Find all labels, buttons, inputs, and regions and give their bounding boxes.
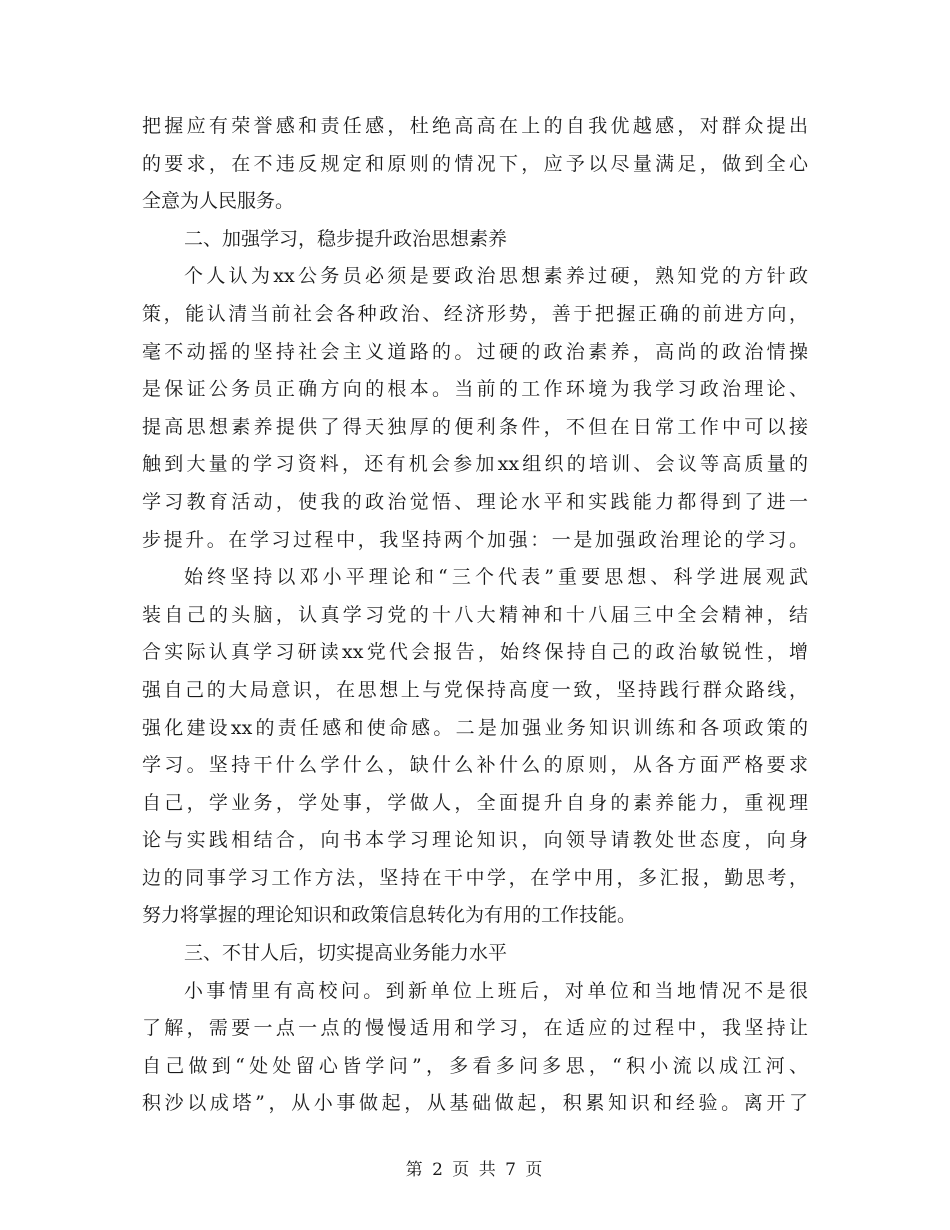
document-body bbox=[142, 108, 808, 1123]
text-line: 毫不动摇的坚持社会主义道路的。过硬的政治素养，高尚的政治情操 bbox=[142, 340, 808, 363]
text-line: 边的同事学习工作方法，坚持在干中学，在学中用，多汇报，勤思考， bbox=[142, 866, 808, 889]
text-line: 学习。坚持干什么学什么，缺什么补什么的原则，从各方面严格要求 bbox=[142, 754, 808, 777]
text-line: 个人认为xx公务员必须是要政治思想素养过硬，熟知党的方针政 bbox=[184, 265, 808, 288]
text-line: 步提升。在学习过程中，我坚持两个加强：一是加强政治理论的学习。 bbox=[142, 528, 808, 551]
text-line: 的要求，在不违反规定和原则的情况下，应予以尽量满足，做到全心 bbox=[142, 152, 808, 175]
text-line: 学习教育活动，使我的政治觉悟、理论水平和实践能力都得到了进一 bbox=[142, 490, 808, 513]
text-line: 强化建设xx的责任感和使命感。二是加强业务知识训练和各项政策的 bbox=[142, 716, 808, 739]
text-line: 积沙以成塔”，从小事做起，从基础做起，积累知识和经验。离开了 bbox=[142, 1092, 808, 1115]
text-line: 触到大量的学习资料，还有机会参加xx组织的培训、会议等高质量的 bbox=[142, 453, 808, 476]
text-line: 把握应有荣誉感和责任感，杜绝高高在上的自我优越感，对群众提出 bbox=[142, 115, 808, 137]
text-line: 合实际认真学习研读xx党代会报告，始终保持自己的政治敏锐性，增 bbox=[142, 641, 808, 664]
text-line: 小事情里有高校问。到新单位上班后，对单位和当地情况不是很 bbox=[184, 979, 808, 1002]
text-line: 自己，学业务，学处事，学做人，全面提升自身的素养能力，重视理 bbox=[142, 791, 808, 814]
text-line: 强自己的大局意识，在思想上与党保持高度一致，坚持践行群众路线， bbox=[142, 678, 808, 701]
page-footer: 第 2 页 共 7 页 bbox=[405, 1160, 545, 1180]
text-line: 了解，需要一点一点的慢慢适用和学习，在适应的过程中，我坚持让 bbox=[142, 1017, 808, 1040]
text-line: 是保证公务员正确方向的根本。当前的工作环境为我学习政治理论、 bbox=[142, 378, 808, 401]
text-line: 始终坚持以邓小平理论和“三个代表”重要思想、科学进展观武 bbox=[184, 566, 808, 589]
text-line: 全意为人民服务。 bbox=[142, 190, 295, 213]
text-line: 自己做到“处处留心皆学问”，多看多问多思，“积小流以成江河、 bbox=[142, 1054, 808, 1077]
text-line: 努力将掌握的理论知识和政策信息转化为有用的工作技能。 bbox=[142, 904, 637, 927]
text-line: 策，能认清当前社会各种政治、经济形势，善于把握正确的前进方向， bbox=[142, 302, 808, 325]
text-line: 装自己的头脑，认真学习党的十八大精神和十八届三中全会精神，结 bbox=[142, 603, 808, 626]
text-line: 提高思想素养提供了得天独厚的便利条件，不但在日常工作中可以接 bbox=[142, 415, 808, 438]
text-line: 二、加强学习，稳步提升政治思想素养 bbox=[184, 227, 508, 250]
text-line: 论与实践相结合，向书本学习理论知识，向领导请教处世态度，向身 bbox=[142, 829, 808, 852]
text-line: 三、不甘人后，切实提高业务能力水平 bbox=[184, 942, 508, 965]
